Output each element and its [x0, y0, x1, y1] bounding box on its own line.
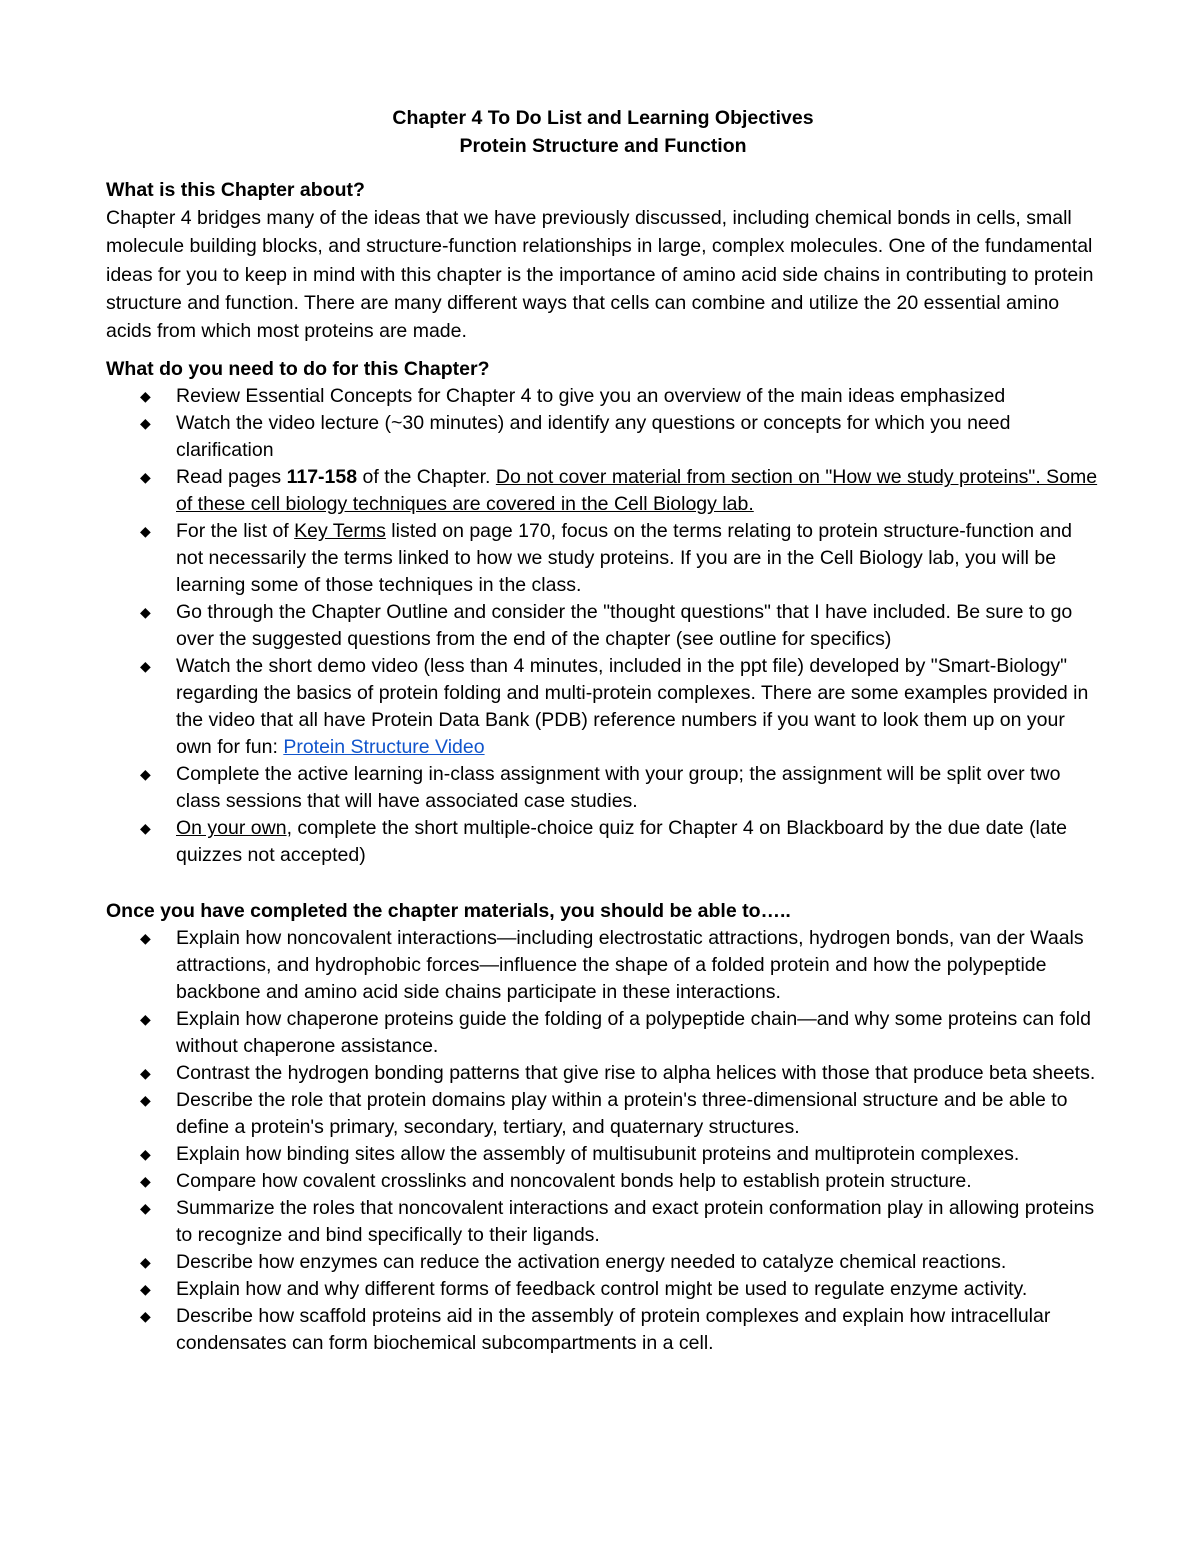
diamond-bullet-icon: ◆ — [140, 1065, 151, 1082]
diamond-bullet-icon: ◆ — [140, 1254, 151, 1271]
objective-text: Compare how covalent crosslinks and noncovalent bonds help to establish protein structure. — [176, 1170, 972, 1193]
todo-item-text: Review Essential Concepts for Chapter 4 to give you an overview of the main ideas emphasized — [176, 385, 1006, 408]
objectives-heading: Once you have completed the chapter materials, you should be able to….. — [106, 900, 791, 923]
todo-item — [106, 599, 1100, 653]
diamond-bullet-icon: ◆ — [140, 1281, 151, 1298]
objective-text: Explain how and why different forms of feedback control might be used to regulate enzyme activity. — [176, 1278, 1028, 1301]
todo-item-text: For the list of — [176, 520, 295, 543]
todo-item — [106, 761, 1100, 815]
objective-item — [106, 1141, 1100, 1168]
underlined-note: Do not cover material from section on "How we study proteins". Some of these cell biology techniques are covered in the Cell Biology lab. — [176, 466, 1098, 516]
objective-text: Contrast the hydrogen bonding patterns that give rise to alpha helices with those that produce beta sheets. — [176, 1062, 1096, 1085]
diamond-bullet-icon: ◆ — [140, 523, 151, 540]
diamond-bullet-icon: ◆ — [140, 820, 151, 837]
todo-heading: What do you need to do for this Chapter? — [106, 358, 490, 381]
diamond-bullet-icon: ◆ — [140, 604, 151, 621]
todo-item-text: of the Chapter. — [357, 466, 496, 489]
diamond-bullet-icon: ◆ — [140, 1011, 151, 1028]
diamond-bullet-icon: ◆ — [140, 1092, 151, 1109]
diamond-bullet-icon: ◆ — [140, 1308, 151, 1325]
todo-item — [106, 518, 1100, 599]
diamond-bullet-icon: ◆ — [140, 658, 151, 675]
diamond-bullet-icon: ◆ — [140, 469, 151, 486]
page-range: 117-158 — [286, 466, 358, 489]
todo-item-text: Read pages — [176, 466, 287, 489]
objective-text: Describe how scaffold proteins aid in the assembly of protein complexes and explain how intracellular condensates can form biochemical subcompartments in a cell. — [176, 1305, 1051, 1355]
todo-item — [106, 653, 1100, 761]
objective-item — [106, 1168, 1100, 1195]
objective-item — [106, 1303, 1100, 1357]
todo-item — [106, 383, 1100, 410]
objective-item — [106, 1006, 1100, 1060]
objective-item — [106, 925, 1100, 1006]
document-title: Chapter 4 To Do List and Learning Objectives — [392, 107, 814, 129]
objective-text: Describe the role that protein domains play within a protein's three-dimensional structure and be able to define a protein's primary, secondary, tertiary, and quaternary structures. — [176, 1089, 1068, 1139]
todo-item-text: Watch the short demo video (less than 4 minutes, included in the ppt file) developed by "Smart-Biology" regarding the basics of protein folding and multi-protein complexes. There are some examples provided in the video that all have Protein Data Bank (PDB) reference numbers if you want to look them up on your own for fun: — [176, 655, 1089, 759]
diamond-bullet-icon: ◆ — [140, 766, 151, 783]
objective-text: Explain how chaperone proteins guide the folding of a polypeptide chain—and why some proteins can fold without chaperone assistance. — [176, 1008, 1091, 1058]
diamond-bullet-icon: ◆ — [140, 415, 151, 432]
diamond-bullet-icon: ◆ — [140, 388, 151, 405]
objective-item — [106, 1276, 1100, 1303]
objective-item — [106, 1060, 1100, 1087]
about-heading: What is this Chapter about? — [106, 179, 365, 201]
document-subtitle: Protein Structure and Function — [459, 135, 747, 157]
objective-item — [106, 1087, 1100, 1141]
diamond-bullet-icon: ◆ — [140, 1173, 151, 1190]
key-terms-label: Key Terms — [294, 520, 386, 543]
objectives-list — [106, 925, 1100, 1357]
objective-text: Summarize the roles that noncovalent interactions and exact protein conformation play in allowing proteins to recognize and bind specifically to their ligands. — [176, 1197, 1095, 1247]
todo-item-text: Complete the active learning in-class assignment with your group; the assignment will be split over two class sessions that will have associated case studies. — [176, 763, 1061, 813]
about-paragraph: Chapter 4 bridges many of the ideas that we have previously discussed, including chemical bonds in cells, small molecule building blocks, and structure-function relationships in large, complex molecules. One of the fundamental ideas for you to keep in mind with this chapter is the importance of amino acid side chains in contributing to protein structure and function. There are many different ways that cells can combine and utilize the 20 essential amino acids from which most proteins are made. — [106, 207, 1094, 343]
objective-item — [106, 1249, 1100, 1276]
todo-item — [106, 410, 1100, 464]
diamond-bullet-icon: ◆ — [140, 1146, 151, 1163]
todo-item — [106, 815, 1100, 869]
diamond-bullet-icon: ◆ — [140, 930, 151, 947]
objective-text: Explain how noncovalent interactions—including electrostatic attractions, hydrogen bonds, van der Waals attractions, and hydrophobic forces—influence the shape of a folded protein and how the polypeptide backbone and amino acid side chains participate in these interactions. — [176, 927, 1084, 1004]
todo-item-text: Go through the Chapter Outline and consider the "thought questions" that I have included. Be sure to go over the suggested questions from the end of the chapter (see outline for specifics) — [176, 601, 1073, 651]
todo-item-text: , complete the short multiple-choice quiz for Chapter 4 on Blackboard by the due date (late quizzes not accepted) — [176, 817, 1068, 867]
objective-text: Explain how binding sites allow the assembly of multisubunit proteins and multiprotein complexes. — [176, 1143, 1020, 1166]
on-your-own-label: On your own — [176, 817, 287, 840]
todo-item — [106, 464, 1100, 518]
objective-item — [106, 1195, 1100, 1249]
todo-item-text: Watch the video lecture (~30 minutes) and identify any questions or concepts for which you need clarification — [176, 412, 1011, 462]
objective-text: Describe how enzymes can reduce the activation energy needed to catalyze chemical reactions. — [176, 1251, 1007, 1274]
diamond-bullet-icon: ◆ — [140, 1200, 151, 1217]
todo-item-text: listed on page 170, focus on the terms relating to protein structure-function and not necessarily the terms linked to how we study proteins. If you are in the Cell Biology lab, you will be learning some of those techniques in the class. — [176, 520, 1073, 597]
protein-structure-video-link[interactable]: Protein Structure Video — [283, 736, 485, 759]
todo-list — [106, 383, 1100, 869]
